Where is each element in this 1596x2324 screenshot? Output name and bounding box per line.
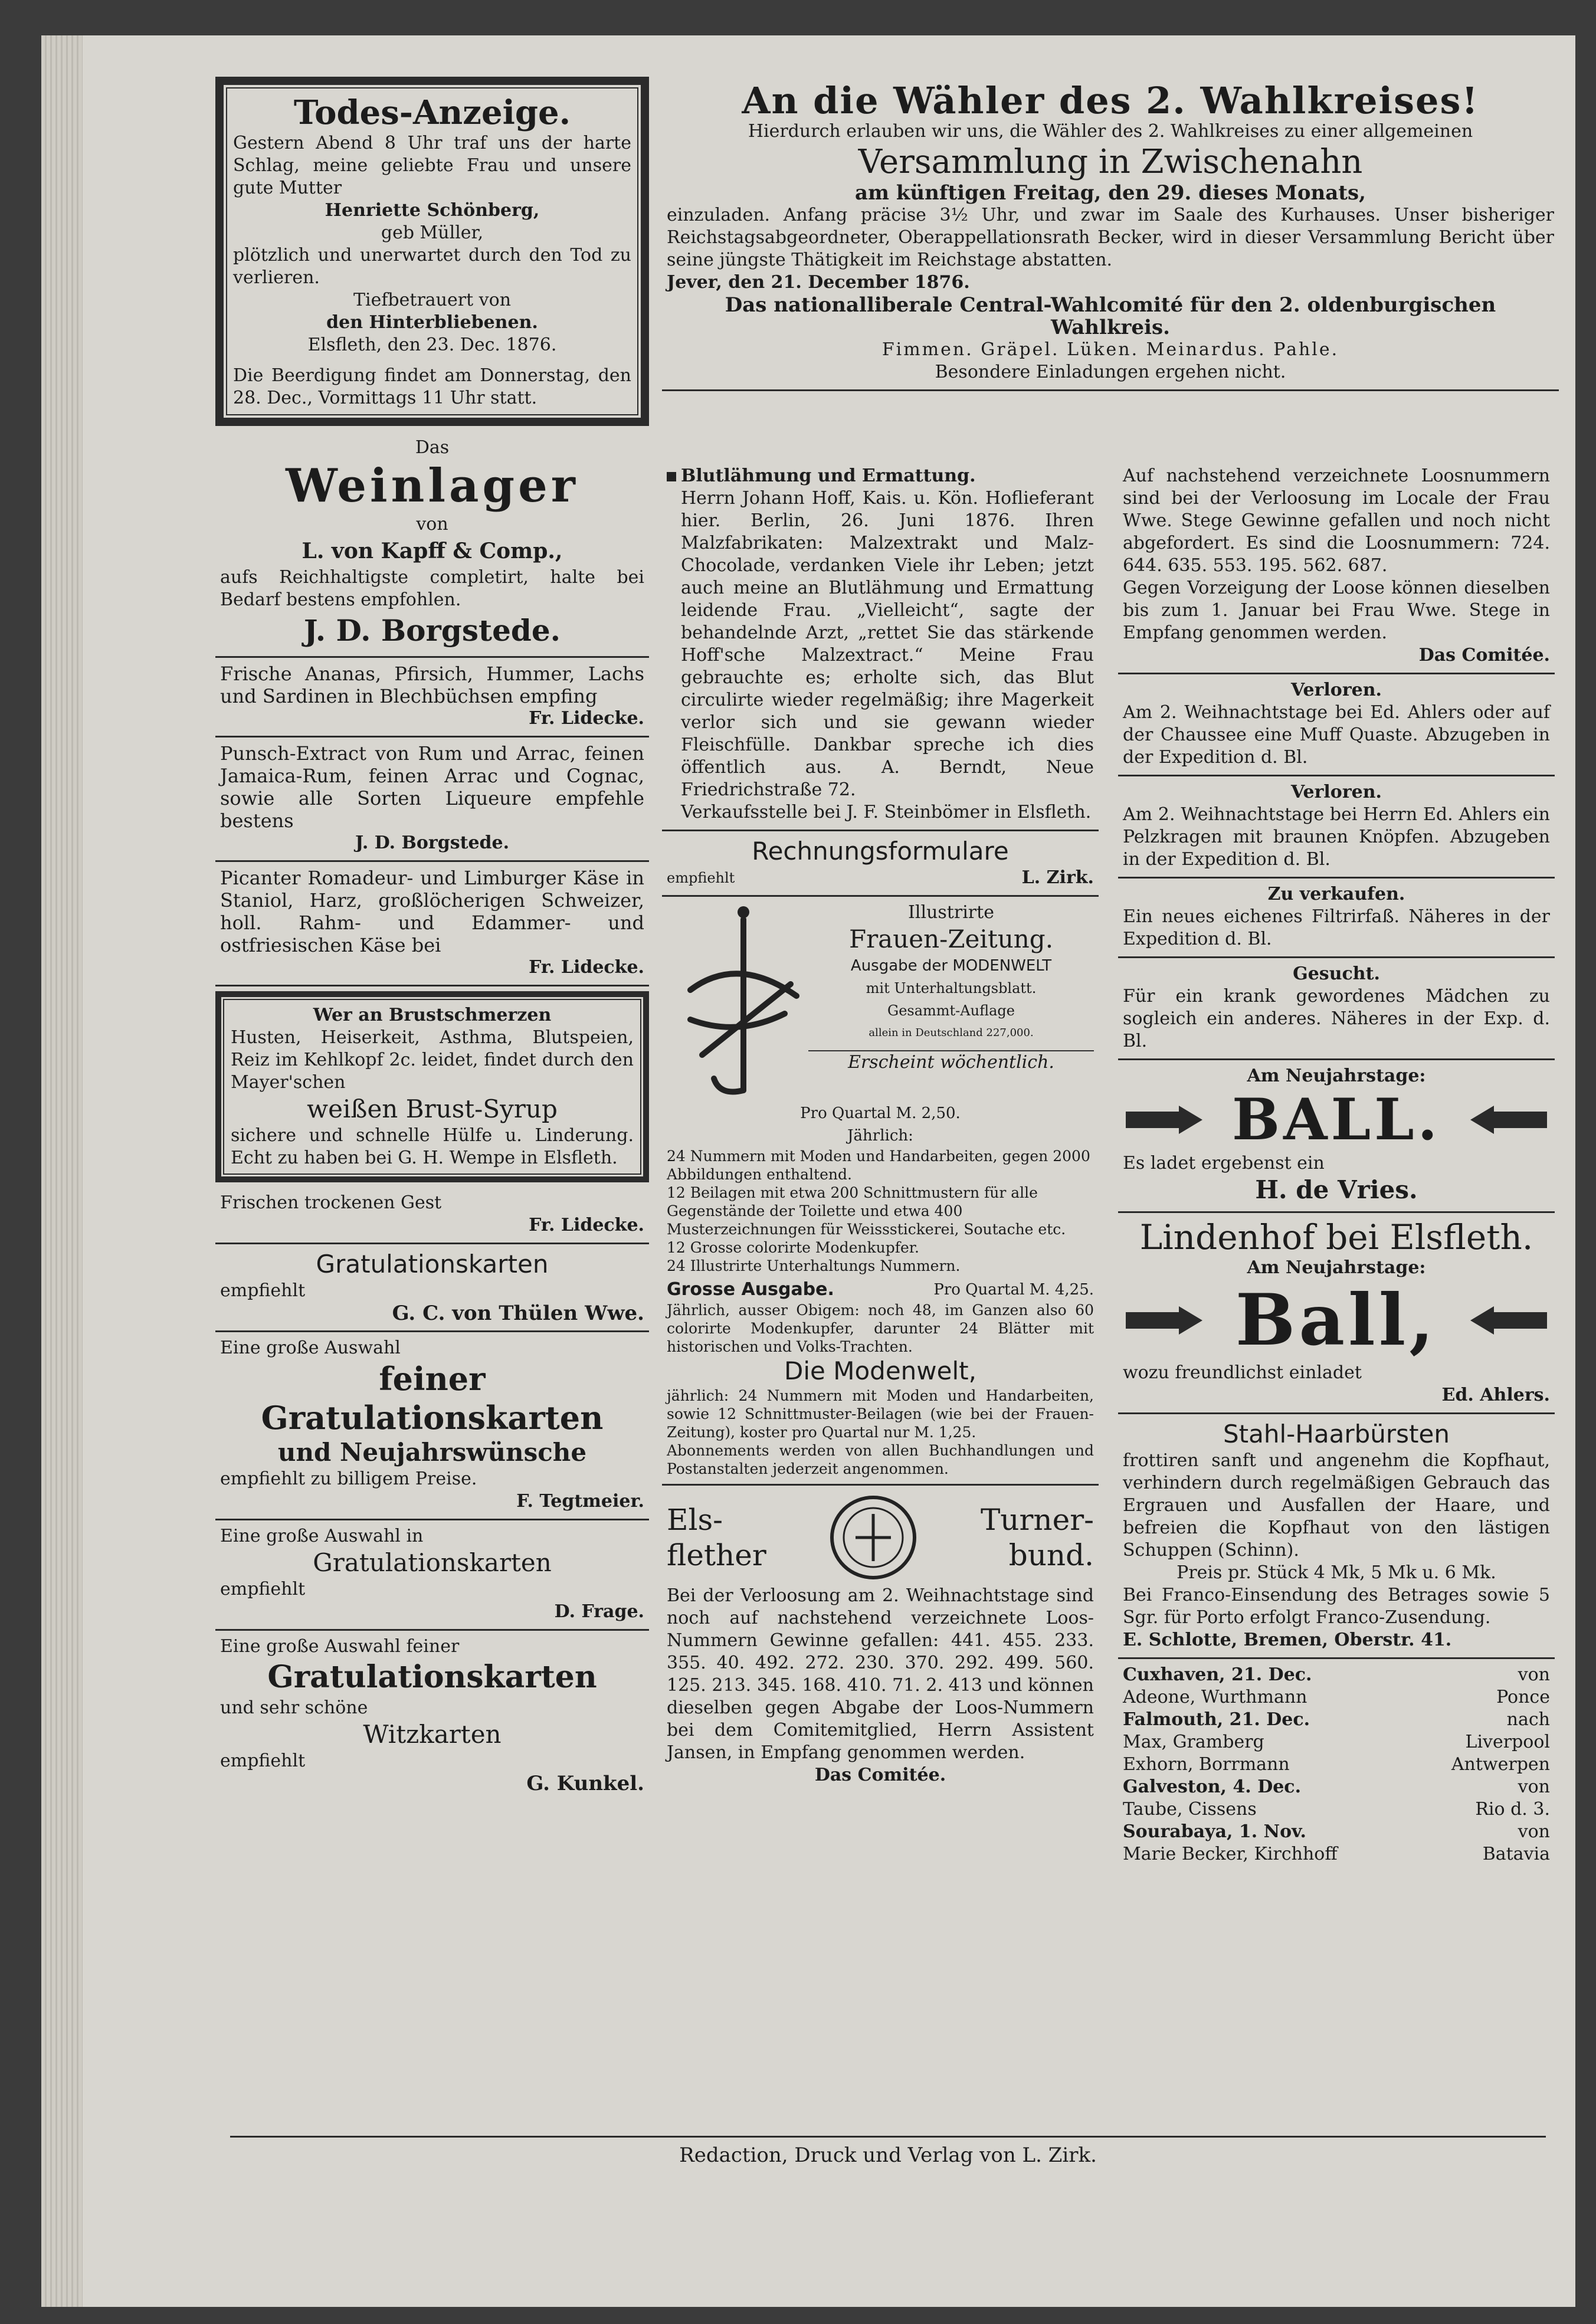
- ship-row: Galveston, 4. Dec. von: [1123, 1776, 1550, 1797]
- kaese-ad: Picanter Romadeur- und Limburger Käse in Staniol, Harz, großlöcherigen Schweizer, holl. Rahm- und Edammer- und ostfriesischen Käse bei Fr. Lidecke.: [215, 862, 649, 986]
- turnerbund-ad: Els- flether Turner- bund. Bei der Verloosung am 2. Weihnachtstage sind noch auf nachstehend verzeichnete Loos-Nummern Gewinne gefallen: 441. 455. 233. 355. 40. 492. 272. 230. 370. 292. 499. 560. 125. 213. 345. 168. 410. 71. 2. 413 und können dieselben gegen Abgabe der Loos-Nummern bei dem Comitemitglied, Herrn Assistent Jansen, in Empfang genommen werden. Das Comitée.: [662, 1486, 1099, 1792]
- gratulation-ad-4: Eine große Auswahl feiner Gratulationskarten und sehr schöne Witzkarten empfiehlt G. Kunkel.: [220, 1636, 644, 1795]
- death-notice-title: Todes-Anzeige.: [293, 93, 571, 132]
- pointing-hand-icon: [1467, 1303, 1550, 1338]
- verkaufen-ad: Zu verkaufen. Ein neues eichenes Filtrirfaß. Näheres in der Expedition d. Bl.: [1118, 879, 1555, 958]
- death-notice: Todes-Anzeige. Gestern Abend 8 Uhr traf uns der harte Schlag, meine geliebte Frau und unsere gute Mutter Henriette Schönberg, geb Müller, plötzlich und unerwartet durch den Tod zu verlieren. Tiefbetrauert von den Hinterbliebenen. Elsfleth, den 23. Dec. 1876. Die Beerdigung findet am Donnerstag, den 28. Dec., Vormittags 11 Uhr statt.: [215, 77, 649, 426]
- gesucht-ad: Gesucht. Für ein krank gewordenes Mädchen zu sogleich ein anderes. Näheres in der Exp. d. Bl.: [1118, 958, 1555, 1060]
- ship-row: Taube, Cissens Rio d. 3.: [1123, 1799, 1550, 1820]
- ship-row: Max, Gramberg Liverpool: [1123, 1732, 1550, 1752]
- ananas-ad: Frische Ananas, Pfirsich, Hummer, Lachs und Sardinen in Blechbüchsen empfing Fr. Lidecke.: [215, 658, 649, 737]
- rechnung-ad: Rechnungsformulare empfiehlt L. Zirk.: [662, 831, 1099, 897]
- voter-notice: An die Wähler des 2. Wahlkreises! Hierdurch erlauben wir uns, die Wähler des 2. Wahlkreises zu einer allgemeinen Versammlung in Zwischenahn am künftigen Freitag, den 29. dieses Monats, einzuladen. Anfang präcise 3½ Uhr, und zwar im Saale des Kurhauses. Unser bisheriger Reichstagsabgeordneter, Oberappellationsrath Becker, wird in dieser Versammlung Bericht über seine jüngste Thätigkeit im Reichstage abstatten. Jever, den 21. December 1876. Das nationalliberale Central-Wahlcomité für den 2. oldenburgischen Wahlkreis. Fimmen. Gräpel. Lüken. Meinardus. Pahle. Besondere Einladungen ergehen nicht.: [662, 77, 1559, 391]
- verloren-1: Verloren. Am 2. Weihnachtstage bei Ed. Ahlers oder auf der Chaussee eine Muff Quaste. Abzugeben in der Expedition d. Bl.: [1118, 674, 1555, 776]
- frauen-zeitung-ad: Illustrirte Frauen-Zeitung. Ausgabe der MODENWELT mit Unterhaltungsblatt. Gesammt-Auflage allein in Deutschland 227,000. Erscheint wöchentlich. Pro Quartal M. 2,50. Jährlich: 24 Nummern mit Moden und Handarbeiten, gegen 2000 Abbildungen enthaltend. 12 Beilagen mit etwa 200 Schnittmustern für alle Gegenstände der Toilette und etwa 400 Musterzeichnungen für Weissstickerei, Soutache etc. 12 Grosse colorirte Modenkupfer. 24 Illustrirte Unterhaltungs Nummern. Grosse Ausgabe. Pro Quartal M. 4,25. Jährlich, ausser Obigem: noch 48, im Ganzen also 60 colorirte Modenkupfer, darunter 24 Blätter mit historischen und Volks-Trachten. Die Modenwelt, jährlich: 24 Nummern mit Moden und Handarbeiten, sowie 12 Schnittmuster-Beilagen (wie bei der Frauen-Zeitung), koster pro Quartal nur M. 1,25. Abonnements werden von allen Buchhandlungen und Postanstalten jederzeit angenommen.: [662, 897, 1099, 1486]
- ship-row: Sourabaya, 1. Nov. von: [1123, 1821, 1550, 1842]
- pointing-hand-icon: [1123, 1303, 1205, 1338]
- ship-row: Exhorn, Borrmann Antwerpen: [1123, 1754, 1550, 1775]
- gest-ad: Frischen trockenen Gest Fr. Lidecke.: [215, 1187, 649, 1244]
- page-stack-edge: [41, 35, 83, 2307]
- column-right: [1118, 460, 1555, 1871]
- ship-row: Falmouth, 21. Dec. nach: [1123, 1709, 1550, 1730]
- ship-row: Cuxhaven, 21. Dec. von: [1123, 1664, 1550, 1685]
- ship-row: Adeone, Wurthmann Ponce: [1123, 1687, 1550, 1707]
- pointing-hand-icon: [1123, 1103, 1205, 1137]
- gratulation-ad-1: Gratulationskarten empfiehlt G. C. von Thülen Wwe.: [215, 1244, 649, 1332]
- gratulation-ad-3: Eine große Auswahl in Gratulationskarten empfiehlt D. Frage.: [215, 1520, 649, 1631]
- loose-notice: Auf nachstehend verzeichnete Loosnummern sind bei der Verloosung im Locale der Frau Wwe. Stege Gewinne gefallen und noch nicht abgefordert. Es sind die Loosnummern: 724. 644. 635. 553. 195. 562. 687. Gegen Vorzeigung der Loose können dieselben bis zum 1. Januar bei Frau Wwe. Stege in Empfang genommen werden. Das Comitée.: [1118, 460, 1555, 674]
- ball-ad-1: Am Neujahrstage: BALL. Es ladet ergebenst ein H. de Vries.: [1118, 1060, 1555, 1213]
- ship-news: [1118, 1659, 1555, 1871]
- verloren-2: Verloren. Am 2. Weihnachtstage bei Herrn Ed. Ahlers ein Pelzkragen mit braunen Knöpfen. Abzugeben in der Expedition d. Bl.: [1118, 776, 1555, 879]
- column-left: [215, 77, 649, 1801]
- column-middle: [662, 460, 1099, 1792]
- pointing-hand-icon: [1467, 1103, 1550, 1137]
- stahl-ad: Stahl-Haarbürsten frottiren sanft und angenehm die Kopfhaut, verhindern durch regelmäßigen Gebrauch das Ergrauen und Ausfallen der Haare, und befreien die Kopfhaut von den lästigen Schuppen (Schinn). Preis pr. Stück 4 Mk, 5 Mk u. 6 Mk. Bei Franco-Einsendung des Betrages sowie 5 Sgr. für Porto erfolgt Franco-Zusendung. E. Schlotte, Bremen, Oberstr. 41.: [1118, 1414, 1555, 1659]
- ship-row: Marie Becker, Kirchhoff Batavia: [1123, 1844, 1550, 1864]
- malz-ad: Blutlähmung und Ermattung. Herrn Johann Hoff, Kais. u. Kön. Hoflieferant hier. Berlin, 26. Juni 1876. Ihren Malzfabrikaten: Malzextrakt und Malz-Chocolade, verdanken Viele ihr Leben; jetzt auch meine an Blutlähmung und Ermattung leidende Frau. „Vielleicht“, sagte der behandelnde Arzt, „rettet Sie das stärkende Hoff'sche Malzextract.“ Meine Frau gebrauchte es; erholte sich, das Blut circulirte wieder regelmäßig; ihre Magerkeit verlor sich und sie gewann wieder Fleischfülle. Dankbar spreche ich dies öffentlich aus. A. Berndt, Neue Friedrichstraße 72. Verkaufsstelle bei J. F. Steinbömer in Elsfleth.: [662, 460, 1099, 831]
- brust-syrup-ad: Wer an Brustschmerzen Husten, Heiserkeit, Asthma, Blutspeien, Reiz im Kehlkopf 2c. leidet, findet durch den Mayer'schen weißen Brust-Syrup sichere und schnelle Hülfe u. Linderung. Echt zu haben bei G. H. Wempe in Elsfleth.: [215, 991, 649, 1182]
- monogram-logo: [667, 902, 808, 1102]
- turner-emblem-icon: [820, 1490, 926, 1585]
- gratulation-ad-2: Eine große Auswahl feiner Gratulationskarten und Neujahrswünsche empfiehlt zu billigem Preise. F. Tegtmeier.: [215, 1332, 649, 1520]
- voter-notice-title: An die Wähler des 2. Wahlkreises!: [742, 79, 1479, 122]
- ball-ad-2: Lindenhof bei Elsfleth. Am Neujahrstage: Ball, wozu freundlichst einladet Ed. Ahlers.: [1118, 1213, 1555, 1414]
- wine-ad-title: Weinlager: [286, 459, 579, 513]
- wine-ad: Das Weinlager von L. von Kapff & Comp., aufs Reichhaltigste completirt, halte bei Bedarf bestens empfohlen. J. D. Borgstede.: [215, 432, 649, 658]
- imprint-footer: Redaction, Druck und Verlag von L. Zirk.: [230, 2136, 1546, 2167]
- punsch-ad: Punsch-Extract von Rum und Arrac, feinen Jamaica-Rum, feinen Arrac und Cognac, sowie alle Sorten Liqueure empfehle bestens J. D. Borgstede.: [215, 737, 649, 862]
